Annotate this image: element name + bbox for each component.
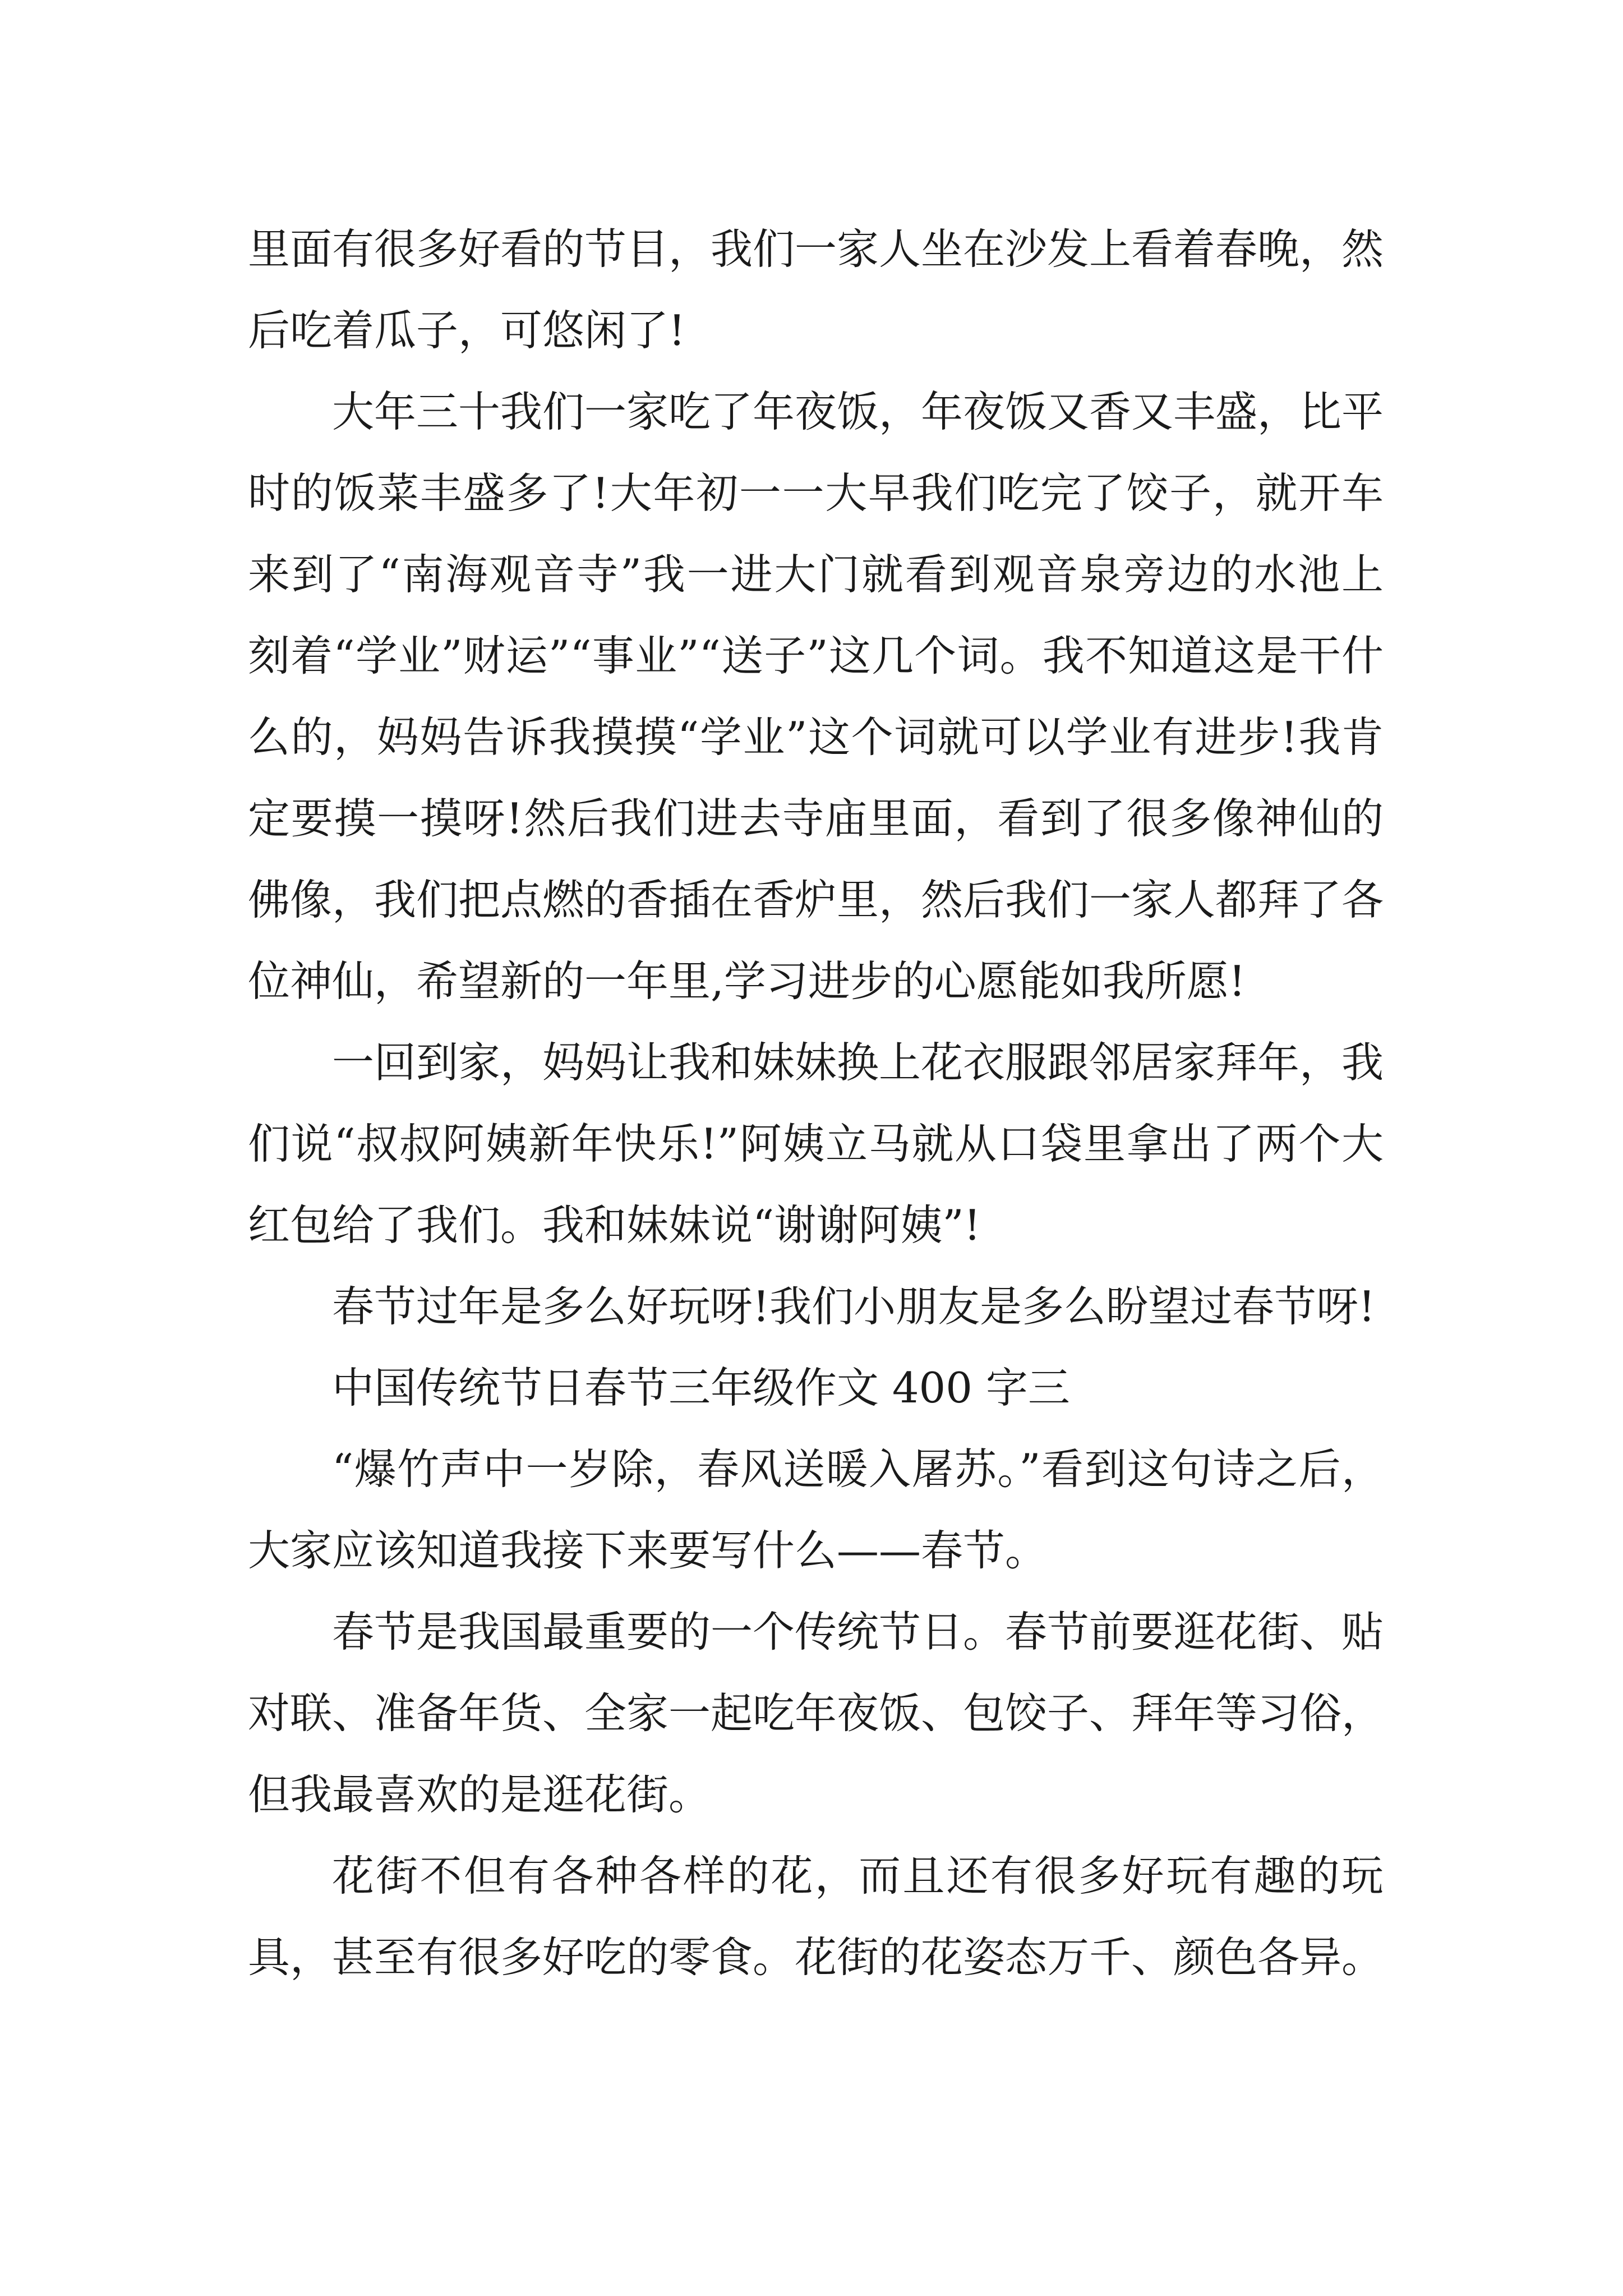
paragraph-new-year-eve: 大年三十我们一家吃了年夜饭，年夜饭又香又丰盛，比平时的饭菜丰盛多了!大年初一一大早我们吃完了饺子，就开车来到了“南海观音寺”我一进大门就看到观音泉旁边的水池上刻着“学业”财运”“事业”“送子”这几个词。我不知道这是干什么的，妈妈告诉我摸摸“学业”这个词就可以学业有进步!我肯定要摸一摸呀!然后我们进去寺庙里面，看到了很多像神仙的佛像，我们把点燃的香插在香炉里，然后我们一家人都拜了各位神仙，希望新的一年里,学习进步的心愿能如我所愿!	[248, 387, 1384, 1006]
essay-body	[248, 209, 1384, 1998]
paragraph-conclusion: 春节过年是多么好玩呀!我们小朋友是多么盼望过春节呀!	[332, 1282, 1376, 1331]
paragraph-poem-intro: “爆竹声中一岁除，春风送暖入屠苏。”看到这句诗之后，大家应该知道我接下来要写什么——春节。	[248, 1444, 1384, 1575]
paragraph-visit-neighbors: 一回到家，妈妈让我和妹妹换上花衣服跟邻居家拜年，我们说“叔叔阿姨新年快乐!”阿姨立马就从口袋里拿出了两个大红包给了我们。我和妹妹说“谢谢阿姨”!	[248, 1038, 1384, 1250]
essay-title: 中国传统节日春节三年级作文 400 字三	[332, 1363, 1070, 1412]
paragraph-continuation: 里面有很多好看的节目，我们一家人坐在沙发上看着春晚，然后吃着瓜子，可悠闲了!	[248, 224, 1384, 355]
paragraph-customs: 春节是我国最重要的一个传统节日。春节前要逛花街、贴对联、准备年货、全家一起吃年夜饭、包饺子、拜年等习俗，但我最喜欢的是逛花街。	[248, 1607, 1384, 1819]
paragraph-flower-street: 花街不但有各种各样的花，而且还有很多好玩有趣的玩具，甚至有很多好吃的零食。花街的花姿态万千、颜色各异。	[248, 1851, 1384, 1982]
